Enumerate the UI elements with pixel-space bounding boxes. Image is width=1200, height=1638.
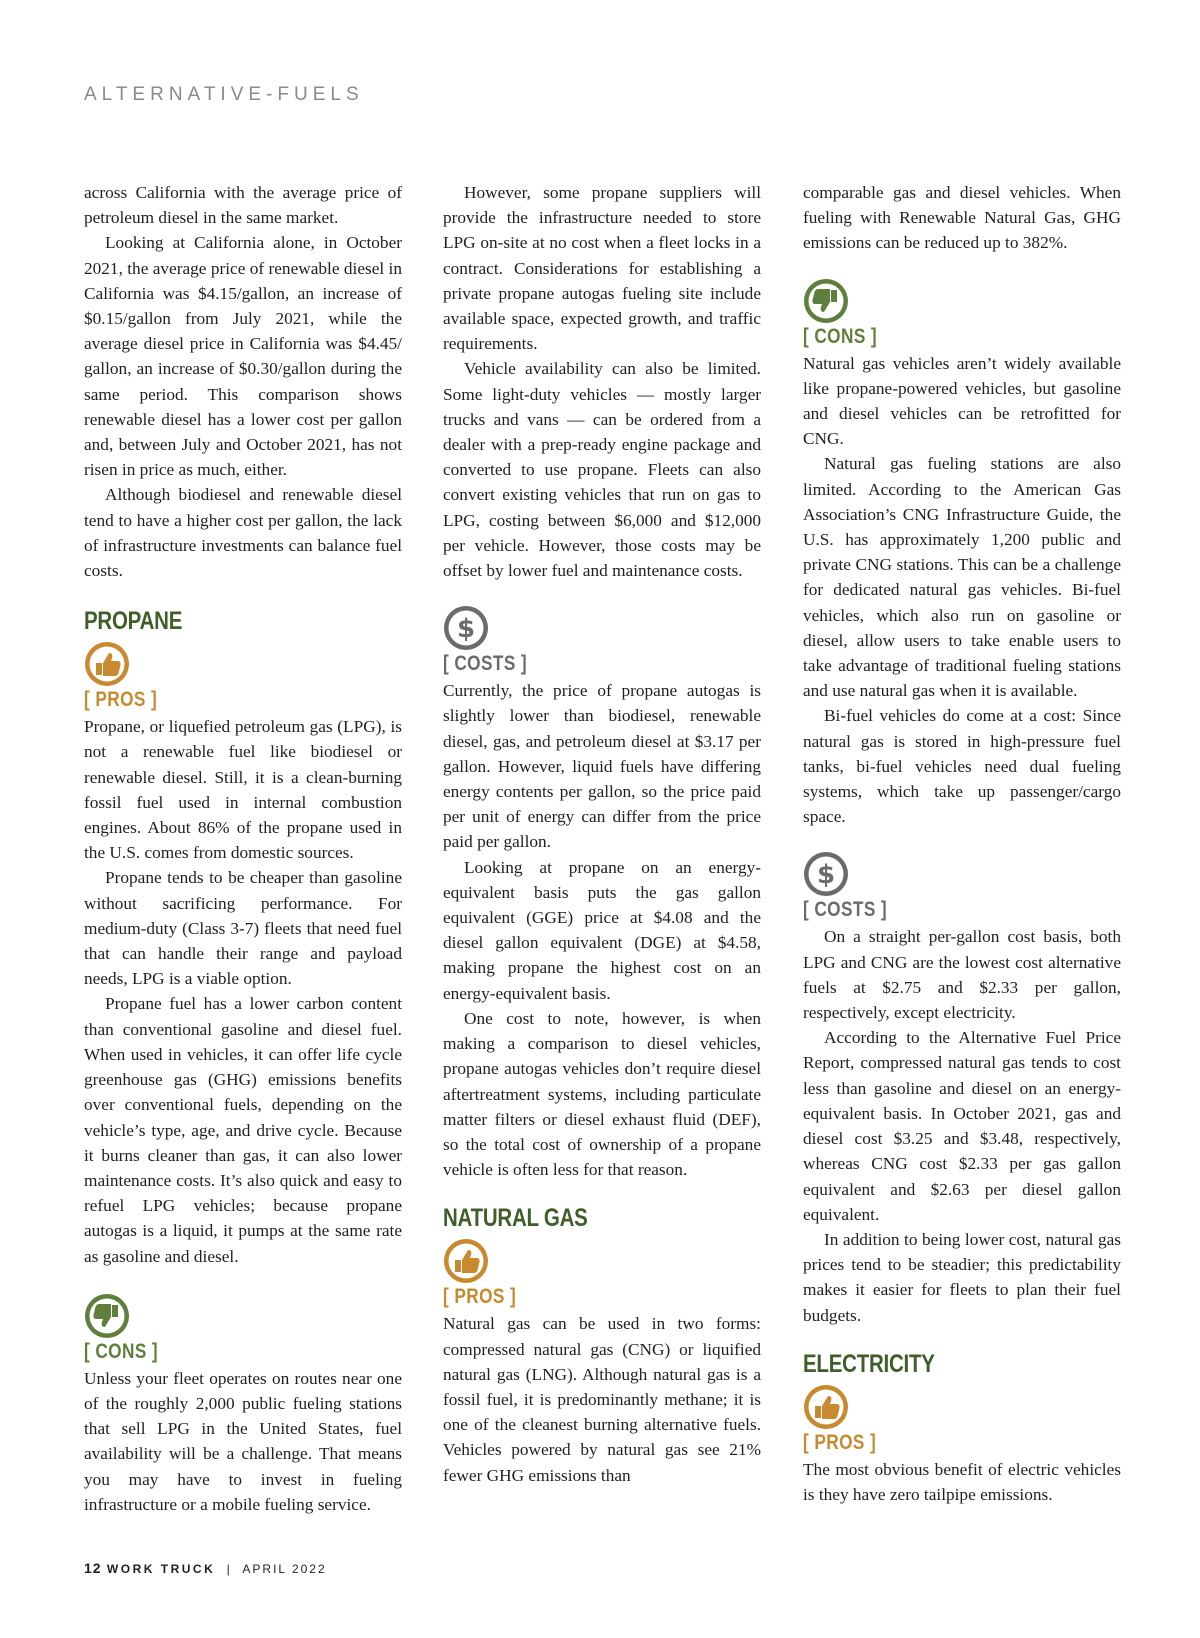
thumbs-down-icon bbox=[803, 278, 849, 324]
magazine-name: WORK TRUCK bbox=[106, 1562, 216, 1576]
paragraph: comparable gas and diesel vehicles. When fueling with Renewable Natural Gas, GHG emissions can be reduced up to 382%. bbox=[803, 183, 1121, 253]
paragraph: Natural gas fueling stations are also limited. According to the American Gas Association’s CNG Infrastructure Guide, the U.S. has approximately 1,200 public and private CNG stations. This can be a challenge for dedicated natural gas vehicles. Bi-fuel vehicles, which also run on gasoline or diesel, allow users to take enable users to take advantage of traditional fueling stations and use natural gas when it is available. bbox=[803, 454, 1121, 701]
thumbs-up-icon bbox=[443, 1238, 489, 1284]
pros-label: [ PROS ] bbox=[84, 688, 158, 712]
costs-label: [ COSTS ] bbox=[803, 898, 888, 922]
paragraph: Looking at propane on an energy-equivalent basis puts the gas gallon equivalent (GGE) price at $4.08 and the diesel gallon equivalent (DGE) at $4.58, making propane the highest cost on an energy-equivalent basis. bbox=[443, 857, 761, 1003]
paragraph: One cost to note, however, is when making a comparison to diesel vehicles, propane autogas vehicles don’t require diesel aftertreatment systems, including particulate matter filters or diesel exhaust fluid (DEF), so the total cost of ownership of a propane vehicle is often less for that reason. bbox=[443, 1008, 761, 1180]
paragraph: On a straight per-gallon cost basis, both LPG and CNG are the lowest cost alternative fuels at $2.75 and $2.33 per gallon, respectively, except electricity. bbox=[803, 927, 1121, 1023]
electricity-heading: ELECTRICITY bbox=[803, 1349, 935, 1378]
pros-label: [ PROS ] bbox=[443, 1285, 517, 1309]
svg-text:$: $ bbox=[816, 860, 836, 891]
paragraph: In addition to being lower cost, natural gas prices tend to be steadier; this predictability makes it easier for fleets to plan their fuel budgets. bbox=[803, 1229, 1121, 1325]
section-label: ALTERNATIVE-FUELS bbox=[84, 84, 364, 105]
pros-label: [ PROS ] bbox=[803, 1430, 877, 1454]
paragraph: across California with the average price of petroleum diesel in the same market. bbox=[84, 183, 402, 228]
cons-label: [ CONS ] bbox=[84, 1339, 159, 1363]
paragraph: Currently, the price of propane autogas is slightly lower than biodiesel, renewable diesel, gas, and petroleum diesel at $3.17 per gallon. However, liquid fuels have differing energy contents per gallon, so the price paid per unit of energy can differ from the price paid per gallon. bbox=[443, 681, 761, 852]
column-2 bbox=[443, 180, 761, 1488]
page-footer bbox=[84, 1560, 327, 1576]
propane-heading: PROPANE bbox=[84, 607, 183, 636]
thumbs-up-icon bbox=[84, 641, 130, 687]
paragraph: Looking at California alone, in October 2021, the average price of renewable diesel in California was $4.15/gallon, an increase of $0.15/gallon from July 2021, while the average diesel price in California was $4.45/ gallon, an increase of $0.30/gallon during the same period. This comparison shows renewable diesel has a lower cost per gallon and, between July and October 2021, has not risen in price as much, either. bbox=[84, 233, 402, 480]
paragraph: Although biodiesel and renewable diesel tend to have a higher cost per gallon, the lack of infrastructure investments can balance fuel costs. bbox=[84, 485, 402, 581]
dollar-icon bbox=[443, 605, 489, 651]
column-3 bbox=[803, 180, 1121, 1507]
paragraph: However, some propane suppliers will provide the infrastructure needed to store LPG on-site at no cost when a fleet locks in a contract. Considerations for establishing a private propane autogas fueling site include available space, expected growth, and traffic requirements. bbox=[443, 183, 761, 354]
paragraph: Bi-fuel vehicles do come at a cost: Since natural gas is stored in high-pressure fuel tanks, bi-fuel vehicles need dual fueling systems, which take up passenger/cargo space. bbox=[803, 706, 1121, 827]
paragraph: Natural gas vehicles aren’t widely available like propane-powered vehicles, but gasoline and diesel vehicles can be retrofitted for CNG. bbox=[803, 353, 1121, 449]
thumbs-down-icon bbox=[84, 1293, 130, 1339]
footer-separator: | bbox=[226, 1562, 232, 1576]
dollar-icon bbox=[803, 851, 849, 897]
paragraph: Vehicle availability can also be limited. Some light-duty vehicles — mostly larger trucks and vans — can be ordered from a dealer with a prep-ready engine package and converted to use propane. Fleets can also convert existing vehicles that run on gas to LPG, costing between $6,000 and $12,000 per vehicle. However, those costs may be offset by lower fuel and maintenance costs. bbox=[443, 359, 761, 581]
paragraph: Unless your fleet operates on routes near one of the roughly 2,000 public fueling stations that sell LPG in the United States, fuel availability will be a challenge. That means you may have to invest in fueling infrastructure or a mobile fueling service. bbox=[84, 1368, 402, 1514]
paragraph: The most obvious benefit of electric vehicles is they have zero tailpipe emissions. bbox=[803, 1459, 1121, 1504]
paragraph: Propane tends to be cheaper than gasoline without sacrificing performance. For medium-duty (Class 3-7) fleets that need fuel that can handle their range and payload needs, LPG is a viable option. bbox=[84, 868, 402, 989]
thumbs-up-icon bbox=[803, 1384, 849, 1430]
cons-label: [ CONS ] bbox=[803, 324, 878, 348]
page-number: 12 bbox=[84, 1560, 102, 1576]
issue-date: APRIL 2022 bbox=[242, 1562, 327, 1576]
paragraph: Natural gas can be used in two forms: compressed natural gas (CNG) or liquified natural gas (LNG). Although natural gas is a fossil fuel, it is predominantly methane; it is one of the cleanest burning alternative fuels. Vehicles powered by natural gas see 21% fewer GHG emissions than bbox=[443, 1314, 761, 1485]
paragraph: According to the Alternative Fuel Price Report, compressed natural gas tends to cost less than gasoline and diesel on an energy-equivalent basis. In October 2021, gas and diesel cost $3.25 and $3.48, respectively, whereas CNG cost $2.33 per gas gallon equivalent and $2.63 per diesel gallon equivalent. bbox=[803, 1028, 1121, 1224]
paragraph: Propane fuel has a lower carbon content than conventional gasoline and diesel fuel. When used in vehicles, it can offer life cycle greenhouse gas (GHG) emissions benefits over conventional fuels, depending on the vehicle’s type, age, and drive cycle. Because it burns cleaner than gas, it can also lower maintenance costs. It’s also quick and easy to refuel LPG vehicles; because propane autogas is a liquid, it pumps at the same rate as gasoline and diesel. bbox=[84, 994, 402, 1266]
paragraph: Propane, or liquefied petroleum gas (LPG), is not a renewable fuel like biodiesel or renewable diesel. Still, it is a clean-burning fossil fuel used in internal combustion engines. About 86% of the propane used in the U.S. comes from domestic sources. bbox=[84, 717, 402, 863]
column-1 bbox=[84, 180, 402, 1517]
svg-text:$: $ bbox=[456, 614, 476, 645]
natural-gas-heading: NATURAL GAS bbox=[443, 1204, 588, 1233]
costs-label: [ COSTS ] bbox=[443, 652, 528, 676]
